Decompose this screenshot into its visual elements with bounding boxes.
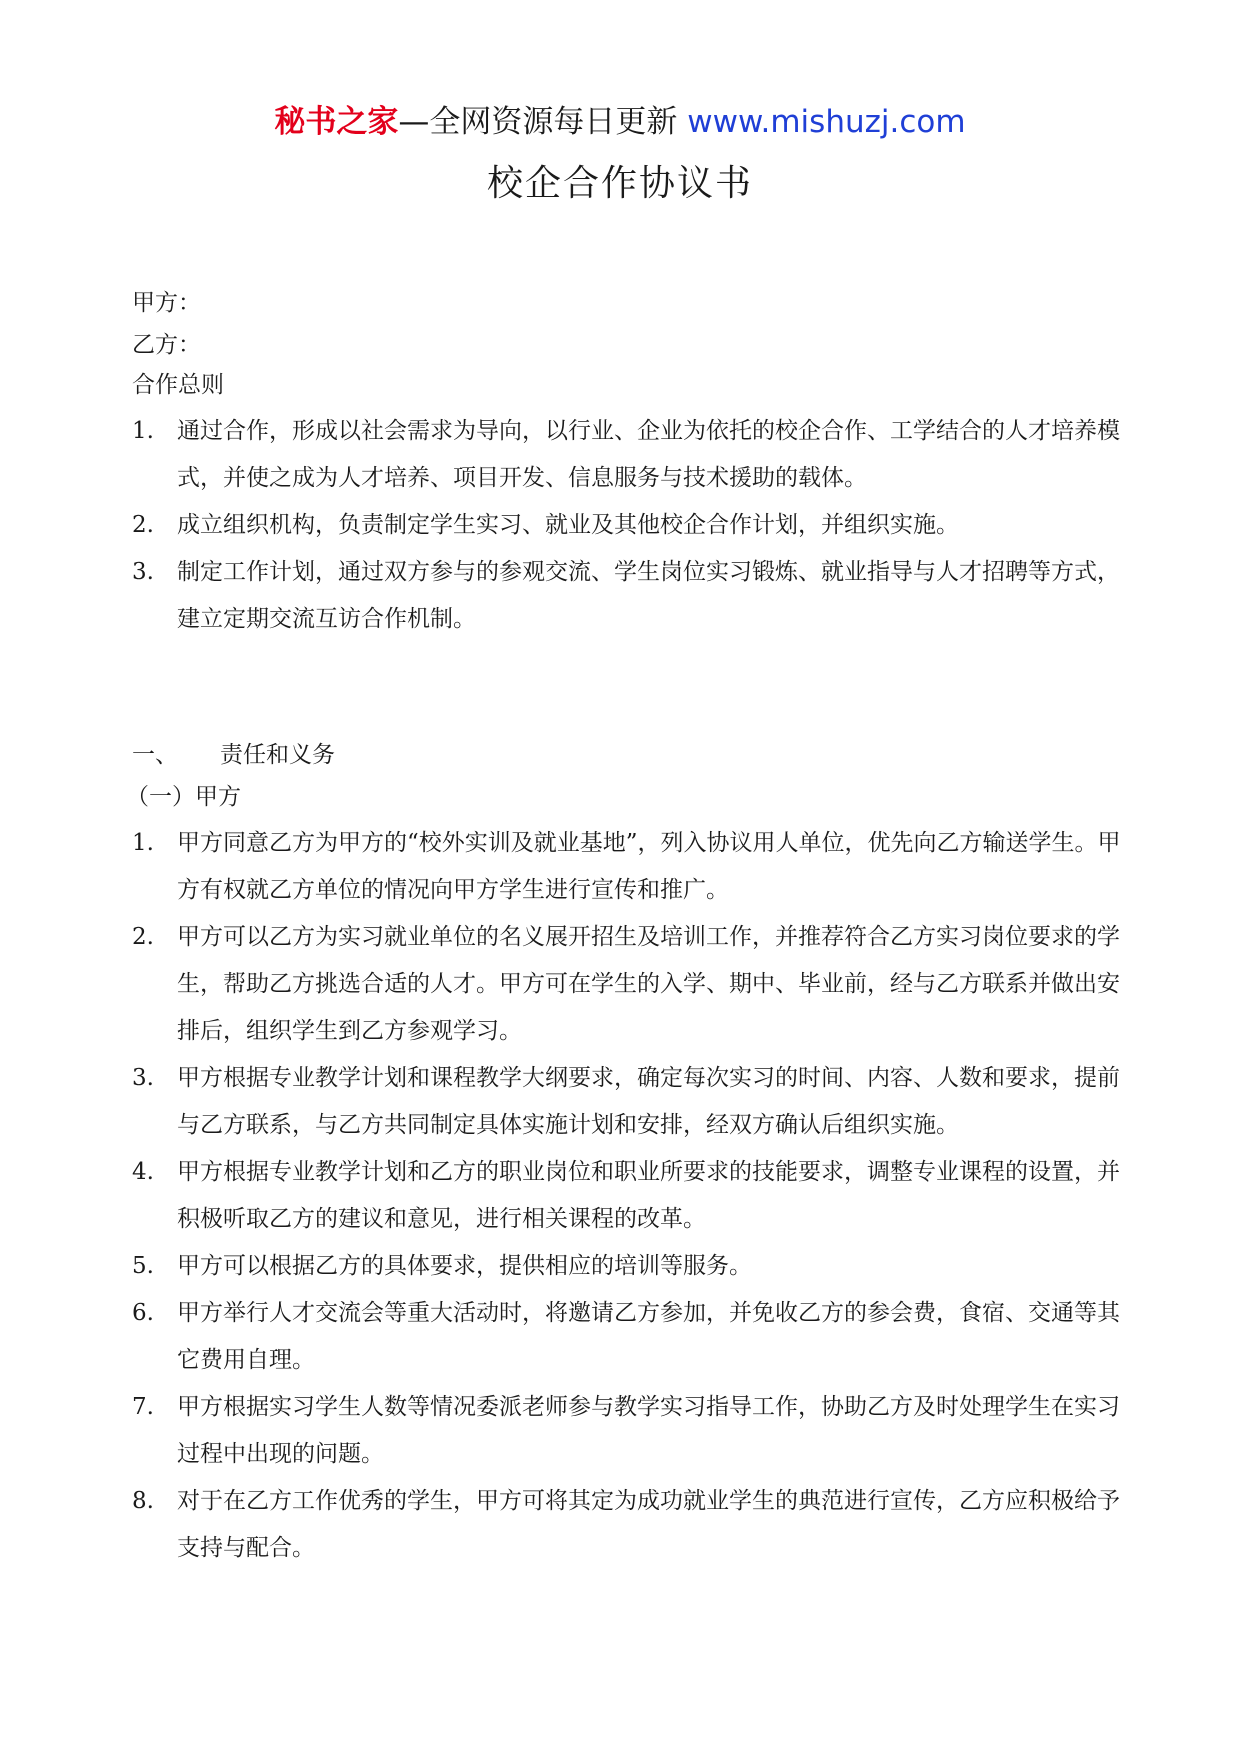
section-title: 责任和义务 (220, 742, 335, 768)
item-text: 甲方根据实习学生人数等情况委派老师参与教学实习指导工作，协助乙方及时处理学生在实习过程中出现的问题。 (177, 1394, 1120, 1467)
site-header (0, 100, 1240, 144)
responsibility-item (132, 1290, 1122, 1384)
sub-heading: （一）甲方 (126, 784, 241, 810)
responsibility-item (132, 1478, 1122, 1572)
responsibility-item (132, 820, 1122, 914)
site-brand: 秘书之家 (274, 104, 399, 140)
general-item (132, 549, 1122, 643)
responsibilities-section (126, 732, 1122, 1572)
general-item (132, 408, 1122, 502)
item-number: 7. (132, 1394, 154, 1420)
item-text: 对于在乙方工作优秀的学生，甲方可将其定为成功就业学生的典范进行宣传，乙方应积极给予支持与配合。 (177, 1488, 1120, 1561)
section-number: 一、 (132, 742, 178, 768)
item-number: 1. (132, 418, 154, 444)
party-a-label: 甲方： (132, 290, 201, 316)
responsibility-item (132, 1384, 1122, 1478)
responsibility-item (132, 1243, 1122, 1290)
item-text: 成立组织机构，负责制定学生实习、就业及其他校企合作计划，并组织实施。 (177, 512, 959, 538)
general-section (132, 280, 1122, 643)
responsibility-item (132, 914, 1122, 1055)
item-number: 5. (132, 1253, 154, 1279)
item-text: 甲方根据专业教学计划和乙方的职业岗位和职业所要求的技能要求，调整专业课程的设置，并积极听取乙方的建议和意见，进行相关课程的改革。 (177, 1159, 1120, 1232)
party-b-label: 乙方： (132, 332, 201, 358)
item-text: 甲方可以根据乙方的具体要求，提供相应的培训等服务。 (177, 1253, 752, 1279)
item-number: 3. (132, 559, 154, 585)
general-item (132, 502, 1122, 549)
item-text: 甲方根据专业教学计划和课程教学大纲要求，确定每次实习的时间、内容、人数和要求，提前与乙方联系，与乙方共同制定具体实施计划和安排，经双方确认后组织实施。 (177, 1065, 1120, 1138)
item-text: 甲方同意乙方为甲方的“校外实训及就业基地”，列入协议用人单位，优先向乙方输送学生。甲方有权就乙方单位的情况向甲方学生进行宣传和推广。 (177, 830, 1121, 903)
site-url-link[interactable]: www.mishuzj.com (687, 104, 966, 140)
item-number: 1. (132, 830, 154, 856)
item-number: 2. (132, 924, 154, 950)
item-text: 甲方举行人才交流会等重大活动时，将邀请乙方参加，并免收乙方的参会费，食宿、交通等其它费用自理。 (177, 1300, 1120, 1373)
item-number: 3. (132, 1065, 154, 1091)
item-number: 2. (132, 512, 154, 538)
item-text: 制定工作计划，通过双方参与的参观交流、学生岗位实习锻炼、就业指导与人才招聘等方式，建立定期交流互访合作机制。 (177, 559, 1120, 632)
document-title: 校企合作协议书 (486, 163, 753, 204)
site-slogan: —全网资源每日更新 (398, 104, 688, 140)
responsibility-item (132, 1055, 1122, 1149)
item-number: 8. (132, 1488, 154, 1514)
general-heading: 合作总则 (132, 372, 224, 398)
item-number: 6. (132, 1300, 154, 1326)
section-heading (132, 732, 1122, 778)
responsibility-item (132, 1149, 1122, 1243)
item-text: 甲方可以乙方为实习就业单位的名义展开招生及培训工作，并推荐符合乙方实习岗位要求的学生，帮助乙方挑选合适的人才。甲方可在学生的入学、期中、毕业前，经与乙方联系并做出安排后，组织学生到乙方参观学习。 (177, 924, 1120, 1044)
item-number: 4. (132, 1159, 154, 1185)
item-text: 通过合作，形成以社会需求为导向，以行业、企业为依托的校企合作、工学结合的人才培养模式，并使之成为人才培养、项目开发、信息服务与技术援助的载体。 (177, 418, 1120, 491)
